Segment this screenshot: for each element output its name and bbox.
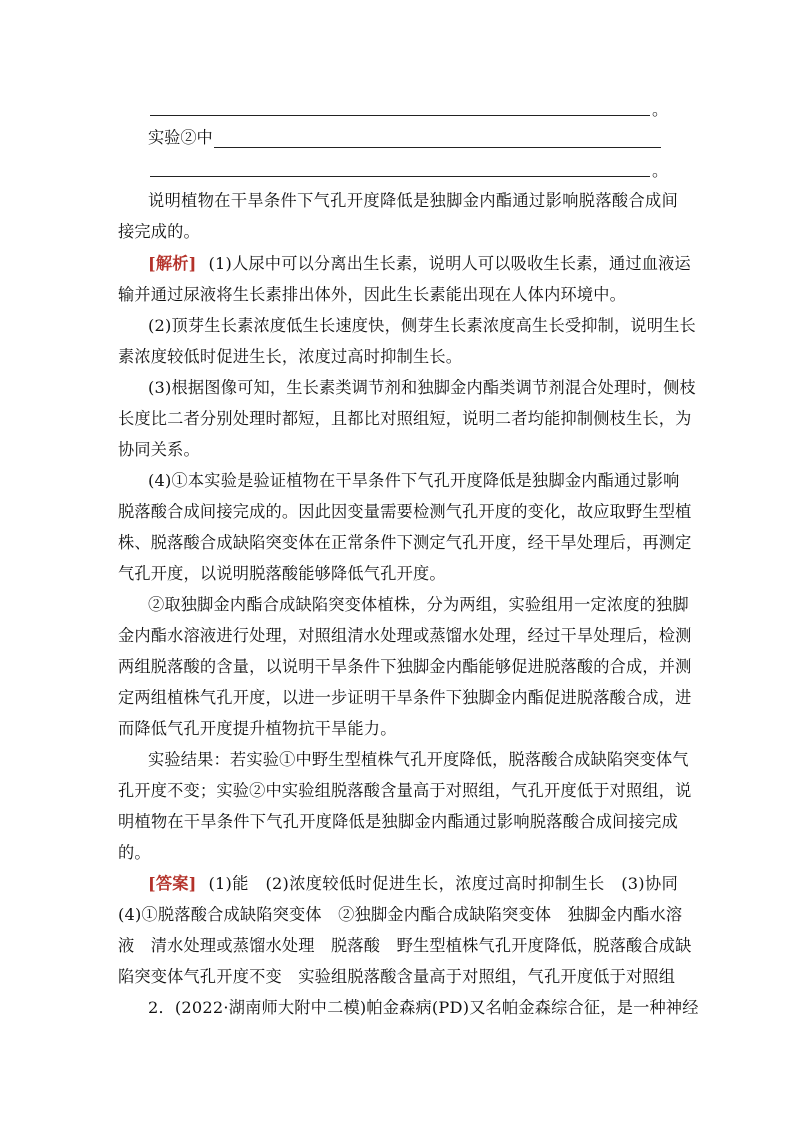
text-line: (4)①脱落酸合成缺陷突变体 ②独脚金内酯合成缺陷突变体 独脚金内酯水溶	[118, 905, 683, 924]
answer-blank-line-3	[150, 176, 650, 177]
text-line: 输并通过尿液将生长素排出体外，因此生长素能出现在人体内环境中。	[118, 285, 627, 304]
text-line: (2)顶芽生长素浓度低生长速度快，侧芽生长素浓度高生长受抑制，说明生长	[148, 316, 696, 335]
analysis-tag: [解析]	[148, 254, 197, 273]
experiment-2-label: 实验②中	[148, 128, 213, 147]
answer-blank-line-1	[150, 115, 650, 116]
end-mark-2: 。	[652, 161, 669, 180]
text-line: 实验结果：若实验①中野生型植株气孔开度降低，脱落酸合成缺陷突变体气	[148, 750, 689, 769]
text-line: (4)①本实验是验证植物在干旱条件下气孔开度降低是独脚金内酯通过影响	[148, 471, 680, 490]
text-line: 素浓度较低时促进生长，浓度过高时抑制生长。	[118, 347, 463, 366]
text-line: 金内酯水溶液进行处理，对照组清水处理或蒸馏水处理，经过干旱处理后，检测	[118, 626, 692, 645]
text-line: 长度比二者分别处理时都短，且都比对照组短，说明二者均能抑制侧枝生长，为	[118, 409, 692, 428]
text-line: 明植物在干旱条件下气孔开度降低是独脚金内酯通过影响脱落酸合成间接完成	[118, 812, 678, 831]
text-line: 孔开度不变；实验②中实验组脱落酸含量高于对照组，气孔开度低于对照组，说	[118, 781, 692, 800]
text-line: 而降低气孔开度提升植物抗干旱能力。	[118, 719, 397, 738]
text-line: 说明植物在干旱条件下气孔开度降低是独脚金内酯通过影响脱落酸合成间	[148, 191, 678, 210]
analysis-line	[148, 254, 691, 274]
analysis-text: (1)人尿中可以分离出生长素，说明人可以吸收生长素，通过血液运	[208, 254, 691, 273]
text-line: 的。	[118, 843, 151, 862]
answer-blank-line-2	[214, 147, 661, 148]
end-mark-1: 。	[652, 100, 669, 119]
question-2-line: 2．(2022·湖南师大附中二模)帕金森病(PD)又名帕金森综合征，是一种神经	[148, 998, 699, 1017]
text-line: 液 清水处理或蒸馏水处理 脱落酸 野生型植株气孔开度降低，脱落酸合成缺	[118, 936, 692, 955]
text-line: 株、脱落酸合成缺陷突变体在正常条件下测定气孔开度，经干旱处理后，再测定	[118, 533, 692, 552]
text-line: 定两组植株气孔开度，以进一步证明干旱条件下独脚金内酯促进脱落酸合成，进	[118, 688, 692, 707]
text-line: 陷突变体气孔开度不变 实验组脱落酸含量高于对照组，气孔开度低于对照组	[118, 967, 676, 986]
text-line: 气孔开度，以说明脱落酸能够降低气孔开度。	[118, 564, 446, 583]
answer-line	[148, 874, 678, 894]
text-line: 脱落酸合成间接完成的。因此因变量需要检测气孔开度的变化，故应取野生型植	[118, 502, 692, 521]
text-line: ②取独脚金内酯合成缺陷突变体植株，分为两组，实验组用一定浓度的独脚	[148, 595, 689, 614]
answer-text: (1)能 (2)浓度较低时促进生长，浓度过高时抑制生长 (3)协同	[208, 874, 678, 893]
text-line: (3)根据图像可知，生长素类调节剂和独脚金内酯类调节剂混合处理时，侧枝	[148, 378, 696, 397]
answer-tag: [答案]	[148, 874, 197, 893]
text-line: 接完成的。	[118, 222, 200, 241]
text-line: 两组脱落酸的含量，以说明干旱条件下独脚金内酯能够促进脱落酸的合成，并测	[118, 657, 692, 676]
text-line: 协同关系。	[118, 440, 200, 459]
